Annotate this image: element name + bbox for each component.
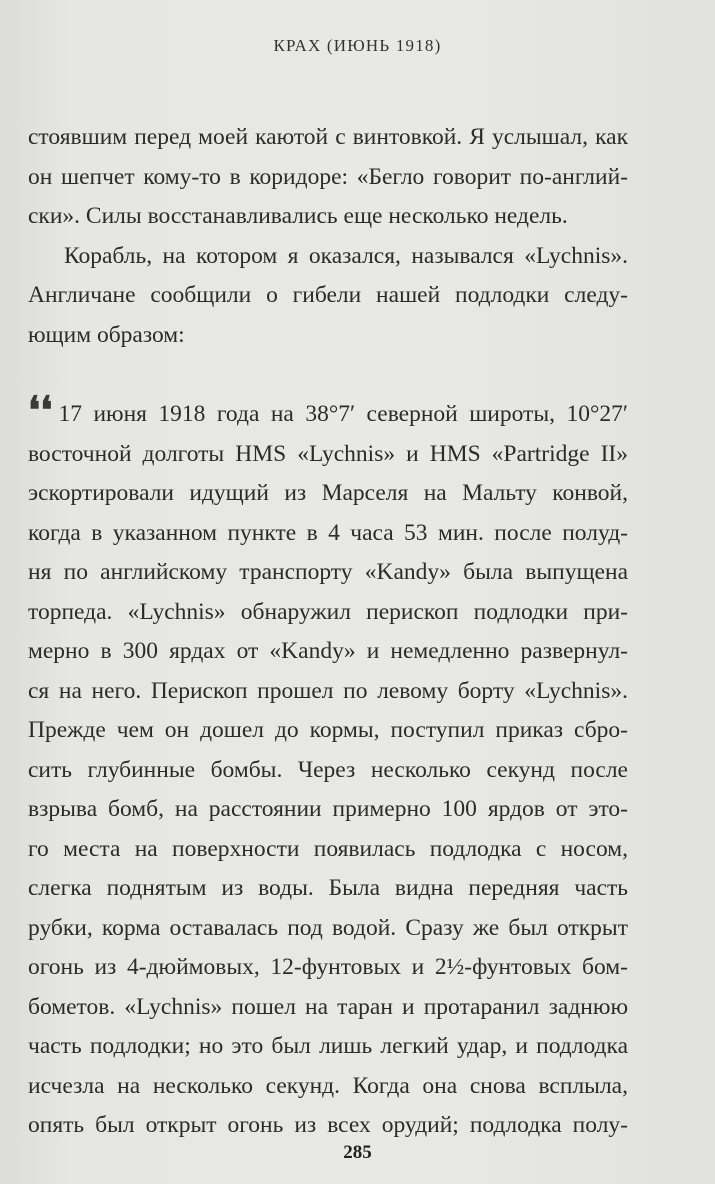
text-line: Корабль, на котором я оказался, назывался «Lychnis». <box>64 242 628 269</box>
page-number: 285 <box>343 1142 372 1163</box>
quote-line: го места на поверхности появилась подлодка с носом, <box>28 835 628 862</box>
text-line: он шепчет кому-то в коридоре: «Бегло говорит по-англий- <box>28 163 628 190</box>
quote-line: эскортировали идущий из Марселя на Мальту конвой, <box>28 480 628 506</box>
quote-mark-icon: ❛❛ <box>28 387 53 432</box>
quote-line: торпеда. «Lychnis» обнаружил перископ подлодки при- <box>28 598 628 625</box>
running-head: КРАХ (ИЮНЬ 1918) <box>273 36 442 55</box>
quote-line: опять был открыт огонь из всех орудий; подлодка полу- <box>28 1112 628 1138</box>
text-line: Англичане сообщили о гибели нашей подлодки следу- <box>28 282 628 308</box>
quote-line: мерно в 300 ярдах от «Kandy» и немедленно развернул- <box>28 638 628 664</box>
quote-line-text: 17 июня 1918 года на 38°7′ северной широты, 10°27′ <box>58 401 628 427</box>
quote-block <box>28 387 628 1146</box>
paragraph-gap <box>28 355 628 395</box>
quote-line: восточной долготы HMS «Lychnis» и HMS «Partridge II» <box>28 440 628 467</box>
quote-line: исчезла на несколько секунд. Когда она снова всплыла, <box>28 1072 628 1099</box>
text-line: стоявшим перед моей каютой с винтовкой. Я услышал, как <box>28 124 628 150</box>
quote-line: сить глубинные бомбы. Через несколько секунд после <box>28 756 628 783</box>
quote-line: когда в указанном пункте в 4 часа 53 мин. после полуд- <box>28 519 628 546</box>
quote-line: часть подлодки; но это был лишь легкий удар, и подлодка <box>28 1033 628 1059</box>
quote-line: Прежде чем он дошел до кормы, поступил приказ сбро- <box>28 717 628 743</box>
quote-line: слегка поднятым из воды. Была видна передняя часть <box>28 875 628 901</box>
text-line: ски». Силы восстанавливались еще несколько недель. <box>28 203 568 229</box>
quote-line: ня по английскому транспорту «Kandy» была выпущена <box>28 559 628 585</box>
quote-line: огонь из 4-дюймовых, 12-фунтовых и 2½-фунтовых бом- <box>28 954 628 980</box>
text-line: ющим образом: <box>28 321 185 348</box>
quote-line: рубки, корма оставалась под водой. Сразу же был открыт <box>28 914 628 941</box>
body-text <box>28 118 628 1146</box>
quote-line: ся на него. Перископ прошел по левому борту «Lychnis». <box>28 677 628 704</box>
quote-line: бометов. «Lychnis» пошел на таран и протаранил заднюю <box>28 993 628 1020</box>
quote-first-line <box>28 387 628 435</box>
quote-line: взрыва бомб, на расстоянии примерно 100 ярдов от это- <box>28 796 628 822</box>
